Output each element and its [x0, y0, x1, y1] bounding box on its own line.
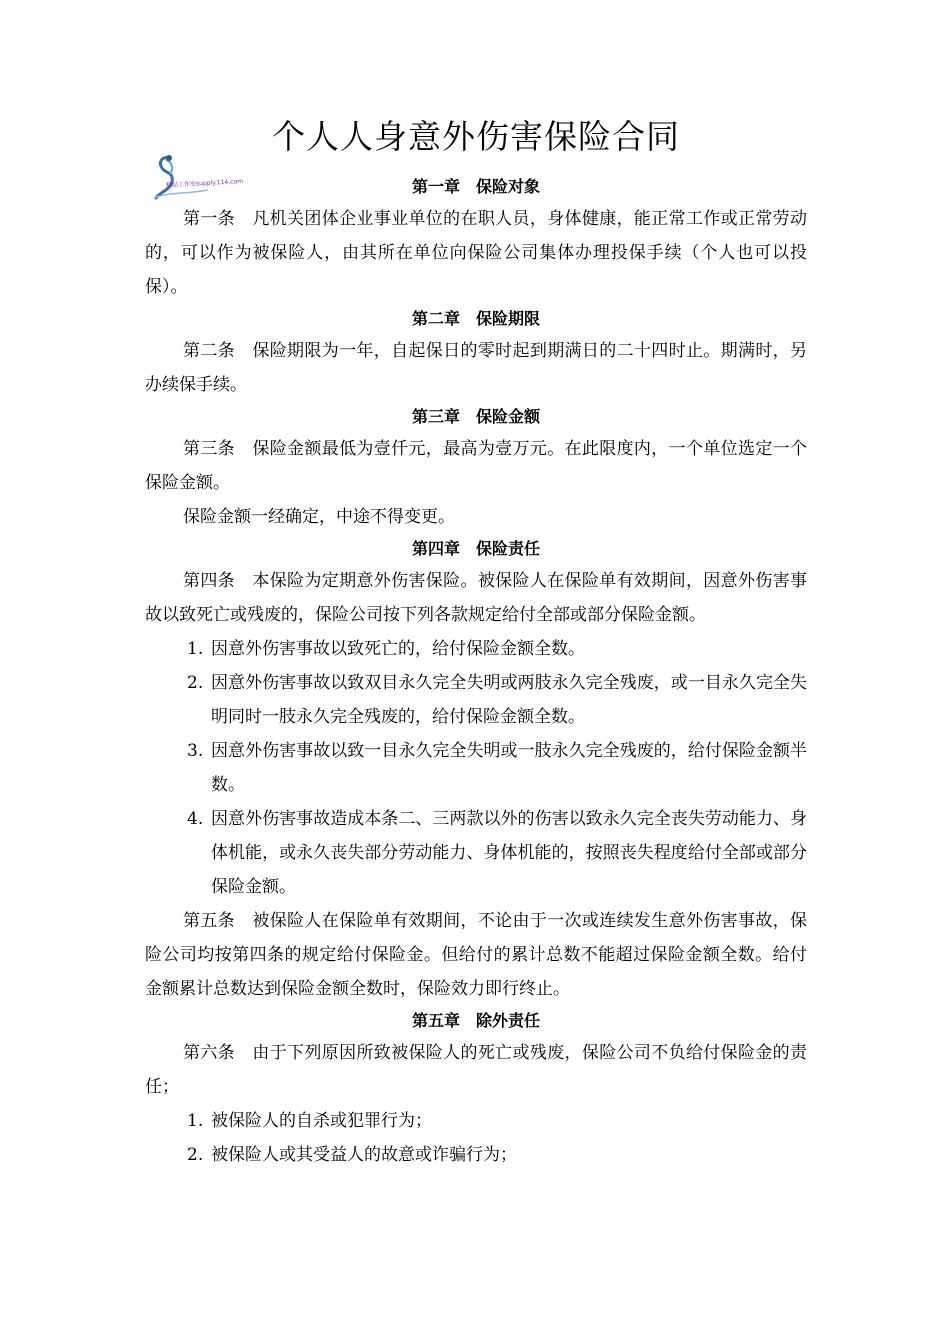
document-title: 个人人身意外伤害保险合同 [272, 117, 680, 156]
article-paragraph: 第五条 被保险人在保险单有效期间，不论由于一次或连续发生意外伤害事故，保险公司均按第四条的规定给付保险金。但给付的累计总数不能超过保险金额全数。给付金额累计总数达到保险金额全数时，保险效力即行终止。 [145, 911, 807, 999]
list-item: 2. 被保险人或其受益人的故意或诈骗行为； [187, 1145, 517, 1165]
clause-list [145, 632, 807, 904]
document-page [145, 112, 807, 1172]
list-item: 2. 因意外伤害事故以致双目永久完全失明或两肢永久完全残废，或一目永久完全失明同时一肢永久完全残废的，给付保险金额全数。 [187, 673, 807, 727]
logo-watermark-text: 精品工作室supply.114.com [165, 177, 244, 190]
clause-list [145, 1104, 807, 1172]
chapter-heading: 第四章 保险责任 [411, 539, 540, 558]
chapter-heading: 第二章 保险期限 [411, 309, 540, 328]
article-paragraph: 第四条 本保险为定期意外伤害保险。被保险人在保险单有效期间，因意外伤害事故以致死亡或残废的，保险公司按下列各款规定给付全部或部分保险金额。 [145, 571, 807, 625]
list-item: 4. 因意外伤害事故造成本条二、三两款以外的伤害以致永久完全丧失劳动能力、身体机能，或永久丧失部分劳动能力、身体机能的，按照丧失程度给付全部或部分保险金额。 [187, 809, 807, 897]
list-item: 1. 被保险人的自杀或犯罪行为； [187, 1111, 432, 1131]
article-paragraph: 第六条 由于下列原因所致被保险人的死亡或残废，保险公司不负给付保险金的责任； [145, 1043, 807, 1097]
chapter-heading: 第一章 保险对象 [411, 177, 540, 196]
chapter-heading: 第五章 除外责任 [411, 1011, 540, 1030]
list-item: 3. 因意外伤害事故以致一目永久完全失明或一肢永久完全残废的，给付保险金额半数。 [187, 741, 807, 795]
article-paragraph: 第三条 保险金额最低为壹仟元，最高为壹万元。在此限度内，一个单位选定一个保险金额。 [145, 439, 807, 493]
article-paragraph: 保险金额一经确定，中途不得变更。 [183, 507, 455, 527]
article-paragraph: 第二条 保险期限为一年，自起保日的零时起到期满日的二十四时止。期满时，另办续保手续。 [145, 341, 807, 395]
chapter-heading: 第三章 保险金额 [411, 407, 540, 426]
article-paragraph: 第一条 凡机关团体企业事业单位的在职人员，身体健康，能正常工作或正常劳动的，可以作为被保险人，由其所在单位向保险公司集体办理投保手续（个人也可以投保）。 [145, 209, 807, 297]
list-item: 1. 因意外伤害事故以致死亡的，给付保险金额全数。 [187, 639, 585, 659]
